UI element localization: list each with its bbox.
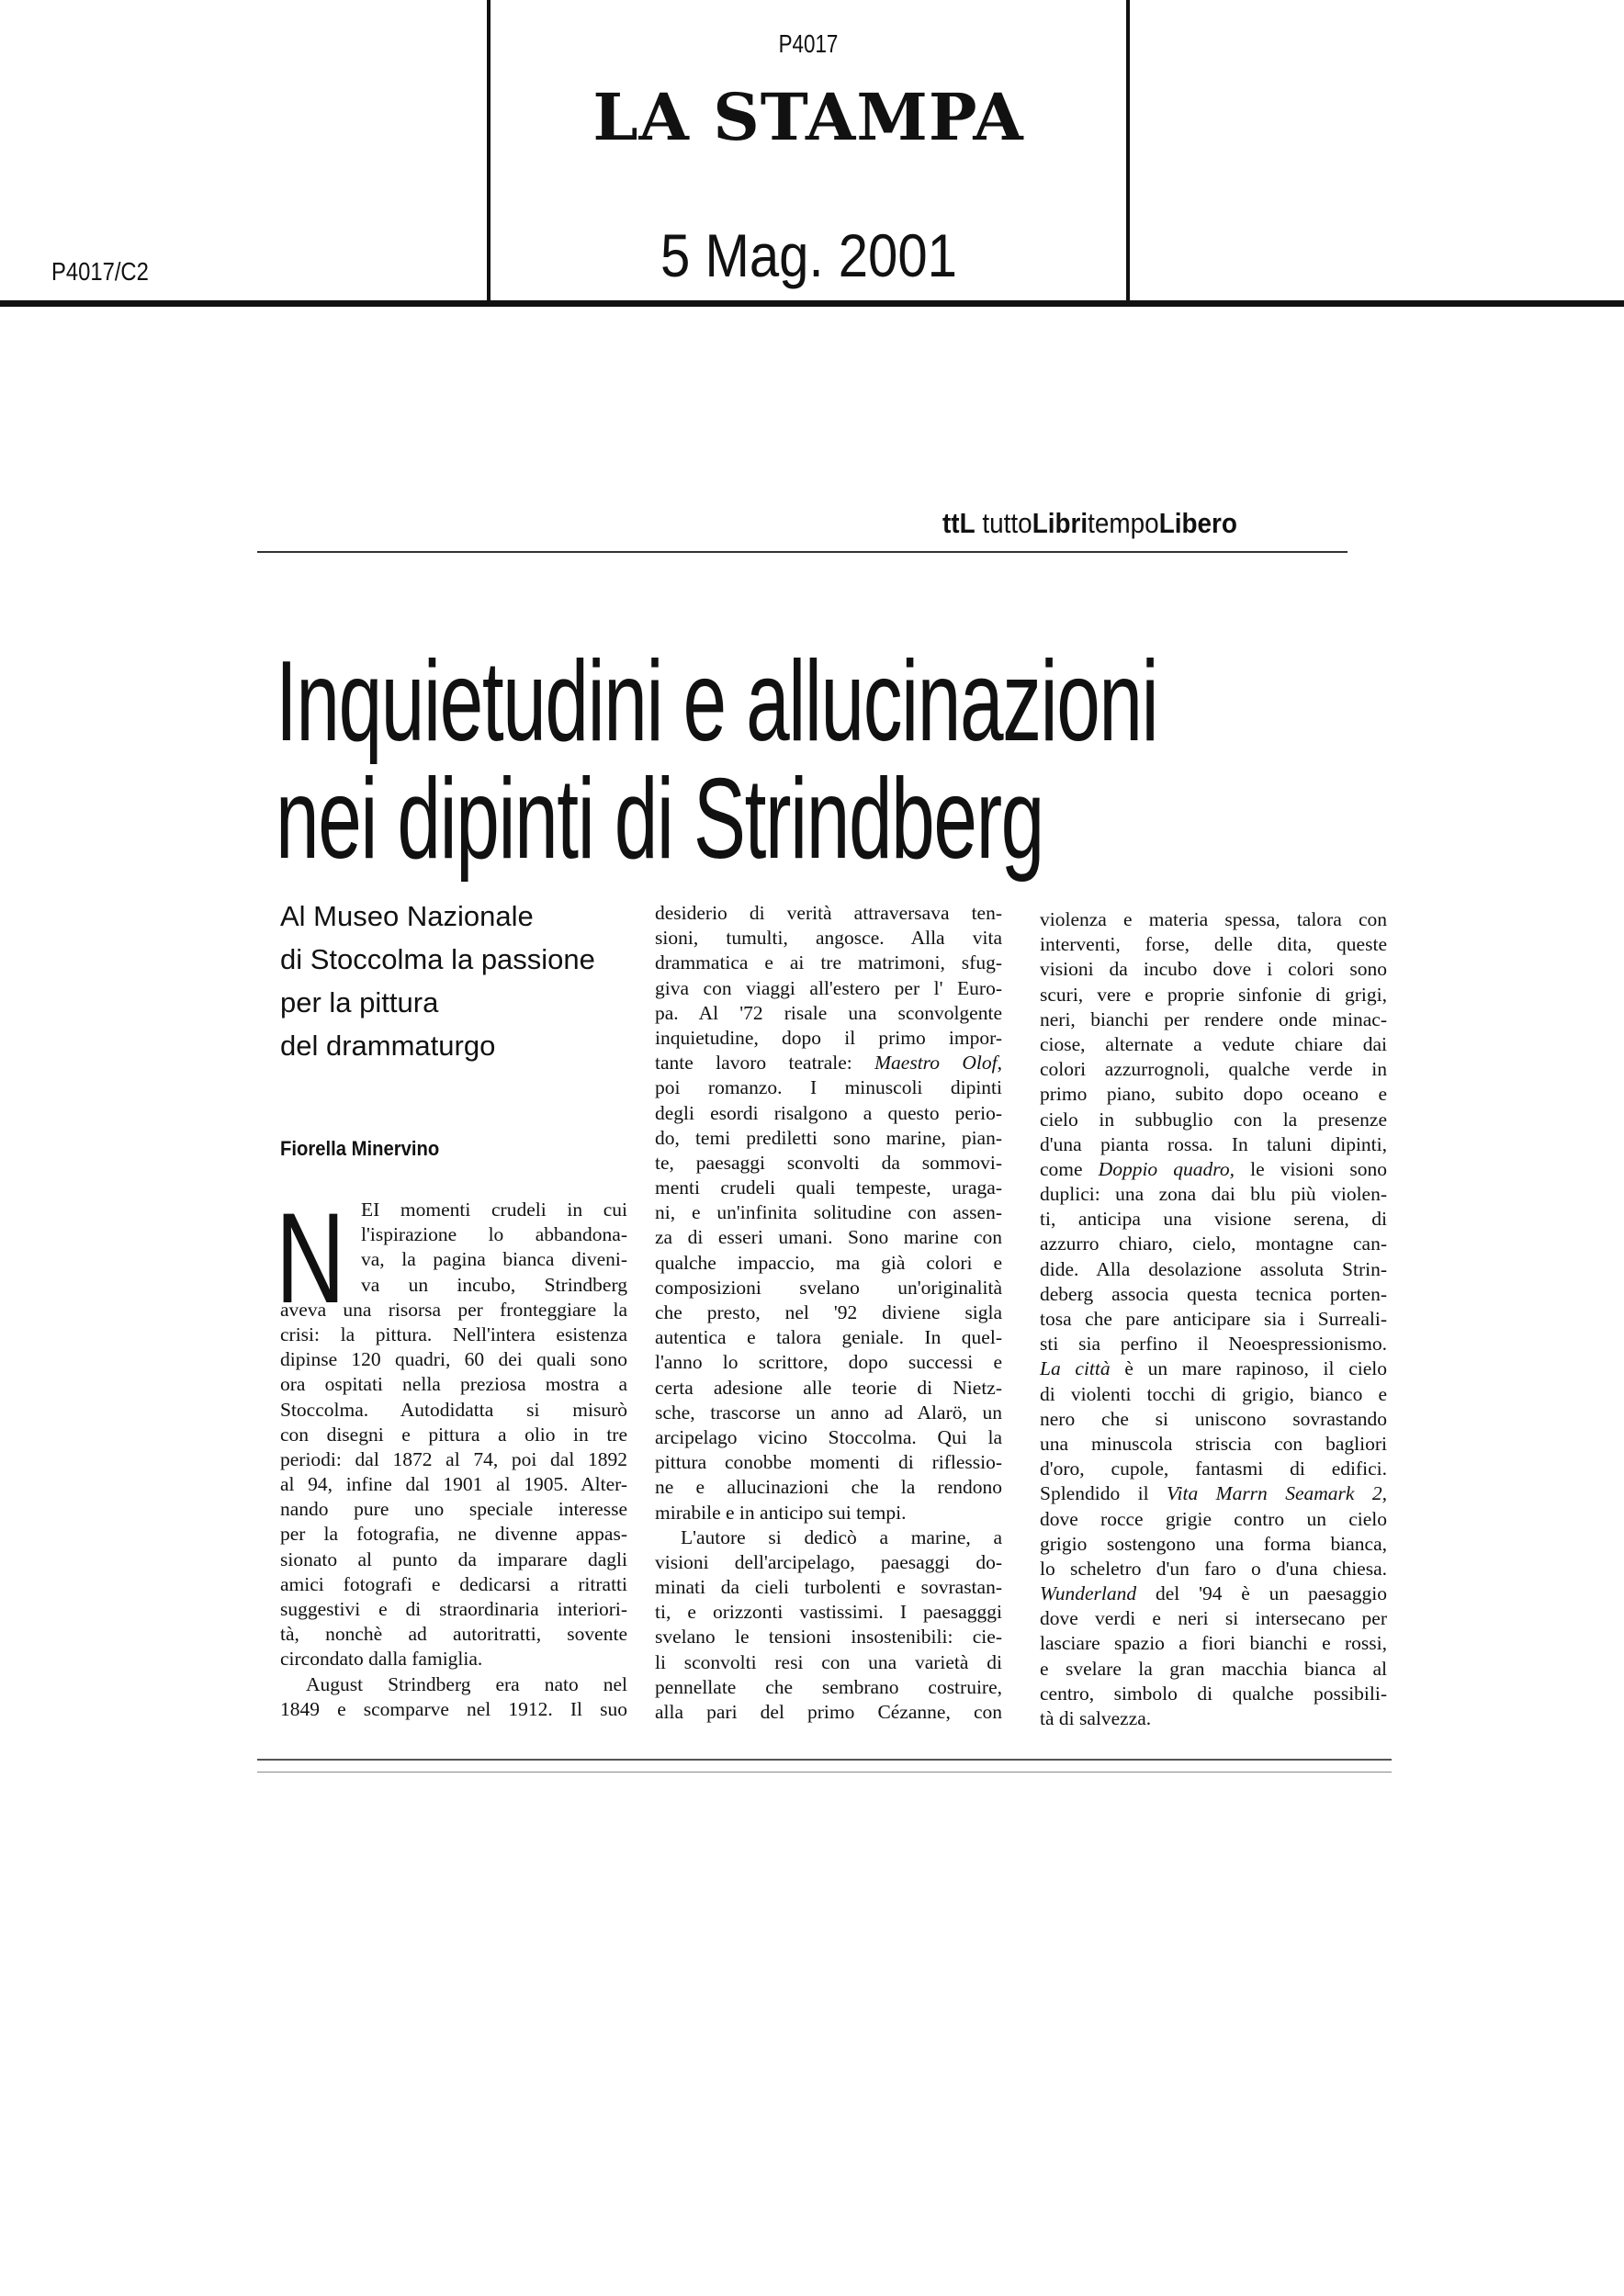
text-line: alla pari del primo Cézanne, con [655,1701,1002,1723]
text-line: lasciare spazio a fiori bianchi e rossi, [1040,1632,1387,1655]
text-line: lo scheletro d'un faro o d'una chiesa. [1040,1557,1387,1580]
text-segment: come [1040,1157,1099,1180]
text-line: ni, e un'infinita solitudine con assen- [655,1201,1002,1224]
text-line: dove rocce grigie contro un cielo [1040,1507,1387,1530]
text-segment: Splendido il [1040,1482,1167,1505]
text-line: dipinse 120 quadri, 60 dei quali sono [280,1348,627,1371]
text-segment: tante lavoro teatrale: [655,1052,875,1075]
text-line: interventi, forse, delle dita, queste [1040,933,1387,956]
footer-rule-2 [257,1772,1392,1773]
section-ttl: ttL [942,507,976,539]
text-line: qualche impaccio, ma già colori e [655,1251,1002,1274]
text-line: violenza e materia spessa, talora con [1040,908,1387,930]
text-line: tà, nonchè ad autoritratti, sovente [280,1623,627,1646]
text-segment: del '94 è un paesaggio [1136,1582,1387,1605]
text-line: certa adesione alle teorie di Nietz- [655,1376,1002,1399]
text-line: poi romanzo. I minuscoli dipinti [655,1076,1002,1099]
section-libero: Libero [1158,507,1237,539]
subheadline-line: di Stoccolma la passione [280,943,595,975]
text-line: con disegni e pittura a olio in tre [280,1423,627,1446]
text-line: e svelare la gran macchia bianca al [1040,1657,1387,1680]
headline-line-1: Inquietudini e allucinazioni [276,638,1158,765]
text-line: circondato dalla famiglia. [280,1648,483,1671]
text-line: te, paesaggi sconvolti da sommovi- [655,1151,1002,1174]
archive-code: P4017 [778,29,839,58]
text-line: aveva una risorsa per fronteggiare la [280,1298,627,1321]
text-line: primo piano, subito dopo oceano e [1040,1083,1387,1106]
text-line: scuri, vere e proprie sinfonie di grigi, [1040,983,1387,1006]
publication-date [489,220,1128,290]
text-line: di violenti tocchi di grigio, bianco e [1040,1382,1387,1405]
text-line: ti, e orizzonti vastissimi. I paesagggi [655,1601,1002,1624]
text-line: per la fotografia, ne divenne appas- [280,1523,627,1546]
text-line: composizioni svelano un'originalità [655,1276,1002,1299]
text-line: l'anno lo scrittore, dopo successi e [655,1351,1002,1374]
text-line: inquietudine, dopo il primo impor- [655,1026,1002,1049]
text-line: d'oro, cupole, fantasmi di edifici. [1040,1458,1387,1480]
text-line: dove verdi e neri si intersecano per [1040,1607,1387,1630]
text-line: li sconvolti resi con una varietà di [655,1650,1002,1673]
text-line: sti sia perfino il Neoespressionismo. [1040,1333,1387,1356]
text-line: duplici: una zona dai blu più violen- [1040,1183,1387,1206]
italic-title: Maestro Olof, [874,1052,1002,1075]
text-line: pennellate che sembrano costruire, [655,1675,1002,1698]
subheadline-line: Al Museo Nazionale [280,900,534,932]
text-line: autentica e talora geniale. In quel- [655,1326,1002,1349]
text-line: EI momenti crudeli in cui [361,1199,627,1221]
text-line: suggestivi e di straordinaria interiori- [280,1598,627,1620]
section-rule [257,551,1348,553]
text-line: d'una pianta rossa. In taluni dipinti, [1040,1132,1387,1155]
text-line [1040,1356,1387,1381]
text-line: pa. Al '72 risale una sconvolgente [655,1001,1002,1024]
text-column-2 [655,901,1002,1725]
text-line: drammatica e ai tre matrimoni, sfug- [655,951,1002,974]
text-line: svelano le tensioni insostenibili: cie- [655,1626,1002,1649]
text-line: va un incubo, Strindberg [361,1273,627,1296]
text-line: desiderio di verità attraversava ten- [655,902,1002,924]
text-line: menti crudeli quali tempeste, uraga- [655,1176,1002,1199]
text-line: ne e allucinazioni che la rendono [655,1476,1002,1499]
text-column-3 [1040,907,1387,1731]
author-byline: Fiorella Minervino [280,1137,440,1160]
page-code: P4017/C2 [51,257,149,286]
text-line: arcipelago vicino Stoccolma. Qui la [655,1425,1002,1448]
text-line: sionato al punto da imparare dagli [280,1548,627,1570]
section-tutto: tutto [982,507,1032,539]
text-line: do, temi prediletti sono marine, pian- [655,1126,1002,1149]
subheadline-line: del drammaturgo [280,1030,496,1062]
text-column-1 [280,1198,627,1722]
text-line: amici fotografi e dedicarsi a ritratti [280,1572,627,1595]
text-line: al 94, infine dal 1901 al 1905. Alter- [280,1473,627,1496]
text-line: giva con viaggi all'estero per l' Euro- [655,976,1002,999]
text-line [1040,1157,1387,1182]
headline-line-2: nei dipinti di Strindberg [276,756,1043,883]
text-line: Stoccolma. Autodidatta si misurò [280,1398,627,1421]
text-line: za di esseri umani. Sono marine con [655,1226,1002,1249]
text-line: 1849 e scomparve nel 1912. Il suo [280,1697,627,1720]
text-segment: è un mare rapinoso, il cielo [1110,1357,1387,1380]
text-segment: le visioni sono [1234,1157,1387,1180]
text-line: mirabile e in anticipo sui tempi. [655,1501,907,1524]
section-libri: Libri [1032,507,1088,539]
section-tempo: tempo [1088,507,1159,539]
text-line: sche, trascorse un anno ad Alarö, un [655,1401,1002,1424]
text-line: va, la pagina bianca diveni- [361,1248,627,1271]
text-line: nando pure uno speciale interesse [280,1498,627,1521]
text-line: dide. Alla desolazione assoluta Strin- [1040,1257,1387,1280]
newspaper-masthead: LA STAMPA [592,79,1024,155]
text-line: centro, simbolo di qualche possibili- [1040,1682,1387,1705]
text-line: deberg associa questa tecnica porten- [1040,1282,1387,1305]
text-line: cielo in subbuglio con la presenze [1040,1108,1387,1131]
text-line: azzurro chiaro, cielo, montagne can- [1040,1232,1387,1255]
text-line: ora ospitati nella preziosa mostra a [280,1373,627,1396]
text-line: nero che si uniscono sovrastando [1040,1407,1387,1430]
text-line: degli esordi risalgono a questo perio- [655,1101,1002,1124]
section-label [942,507,1237,540]
header-rule [0,300,1624,307]
text-line: L'autore si dedicò a marine, a [681,1525,1002,1548]
text-line: sioni, tumulti, angosce. Alla vita [655,927,1002,950]
drop-cap: N [276,1186,345,1330]
text-line [1040,1481,1387,1506]
text-line: una minuscola striscia con bagliori [1040,1432,1387,1455]
text-line: tà di salvezza. [1040,1707,1152,1729]
text-line: visioni da incubo dove i colori sono [1040,958,1387,981]
footer-rule-1 [257,1759,1392,1761]
text-line: crisi: la pittura. Nell'intera esistenza [280,1322,627,1345]
text-line: pittura conobbe momenti di riflessio- [655,1451,1002,1474]
text-line [655,1051,1002,1075]
text-line: grigio sostengono una forma bianca, [1040,1532,1387,1555]
italic-title: La città [1040,1357,1111,1380]
italic-title: Vita Marrn Seamark 2, [1167,1482,1387,1505]
italic-title: Wunderland [1040,1582,1137,1605]
text-line: ti, anticipa una visione serena, di [1040,1208,1387,1231]
text-line: neri, bianchi per rendere onde minac- [1040,1007,1387,1030]
italic-title: Doppio quadro, [1098,1157,1235,1180]
subheadline [280,895,595,1067]
text-line [1040,1581,1387,1606]
text-line: che presto, nel '92 diviene sigla [655,1301,1002,1323]
date-text: 5 Mag. 2001 [660,221,957,289]
text-line: minati da cieli turbolenti e sovrastan- [655,1576,1002,1599]
subheadline-line: per la pittura [280,986,439,1019]
text-line: ciose, alternate a vedute chiare dai [1040,1032,1387,1055]
text-line: colori azzurrognoli, qualche verde in [1040,1058,1387,1081]
text-line: August Strindberg era nato nel [306,1672,627,1695]
text-line: visioni dell'arcipelago, paesaggi do- [655,1550,1002,1573]
text-line: periodi: dal 1872 al 74, poi dal 1892 [280,1447,627,1470]
text-line: tosa che pare anticipare sia i Surreali- [1040,1308,1387,1330]
text-line: l'ispirazione lo abbandona- [361,1223,627,1246]
